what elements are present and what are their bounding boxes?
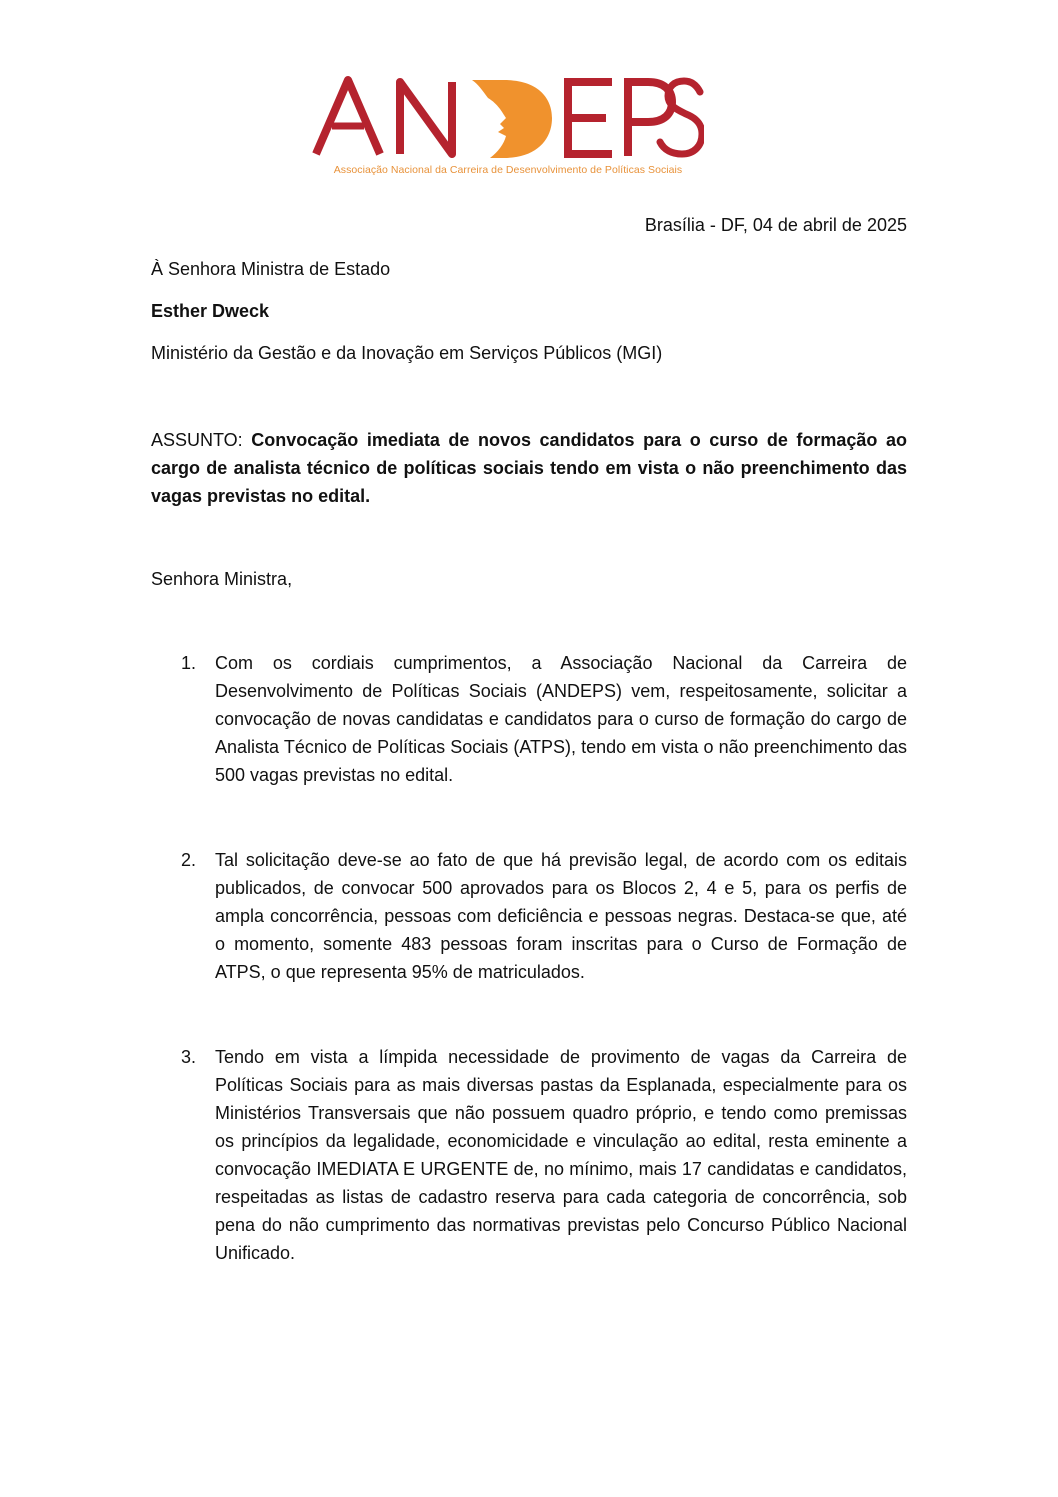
recipient-organization: Ministério da Gestão e da Inovação em Serviços Públicos (MGI) <box>151 343 663 363</box>
list-item <box>151 649 907 789</box>
andeps-wordmark <box>312 74 704 162</box>
andeps-logo <box>312 74 704 178</box>
list-item <box>151 846 907 986</box>
recipient-name: Esther Dweck <box>151 301 270 321</box>
recipient-line: À Senhora Ministra de Estado <box>151 259 391 279</box>
item-number: 1. <box>181 653 197 673</box>
subject-paragraph <box>151 426 907 510</box>
logo-caption: Associação Nacional da Carreira de Desenvolvimento de Políticas Sociais <box>333 164 683 176</box>
item-text: Tendo em vista a límpida necessidade de provimento de vagas da Carreira de Políticas Sociais para as mais diversas pastas da Esplanada, especialmente para os Ministérios Transversais que não possuem quadro próprio, e tendo como premissas os princípios da legalidade, economicidade e vinculação ao edital, resta eminente a convocação IMEDIATA E URGENTE de, no mínimo, mais 17 candidatas e candidatos, respeitadas as listas de cadastro reserva para cada categoria de concorrência, sob pena do não cumprimento das normativas previstas pelo Concurso Público Nacional Unificado. <box>215 1047 907 1263</box>
letter-date: Brasília - DF, 04 de abril de 2025 <box>644 215 907 235</box>
item-text: Com os cordiais cumprimentos, a Associação Nacional da Carreira de Desenvolvimento de Políticas Sociais (ANDEPS) vem, respeitosamente, solicitar a convocação de novas candidatas e candidatos para o curso de formação do cargo de Analista Técnico de Políticas Sociais (ATPS), tendo em vista o não preenchimento das 500 vagas previstas no edital. <box>215 653 907 785</box>
item-text: Tal solicitação deve-se ao fato de que há previsão legal, de acordo com os editais publicados, de convocar 500 aprovados para os Blocos 2, 4 e 5, para os perfis de ampla concorrência, pessoas com deficiência e pessoas negras. Destaca-se que, até o momento, somente 483 pessoas foram inscritas para o Curso de Formação de ATPS, o que representa 95% de matriculados. <box>215 850 907 982</box>
subject-text: Convocação imediata de novos candidatos para o curso de formação ao cargo de analista técnico de políticas sociais tendo em vista o não preenchimento das vagas previstas no edital. <box>151 430 907 506</box>
subject-label: ASSUNTO: <box>151 430 243 450</box>
item-number: 2. <box>181 850 197 870</box>
item-number: 3. <box>181 1047 197 1067</box>
salutation: Senhora Ministra, <box>151 569 293 589</box>
list-item <box>151 1043 907 1267</box>
